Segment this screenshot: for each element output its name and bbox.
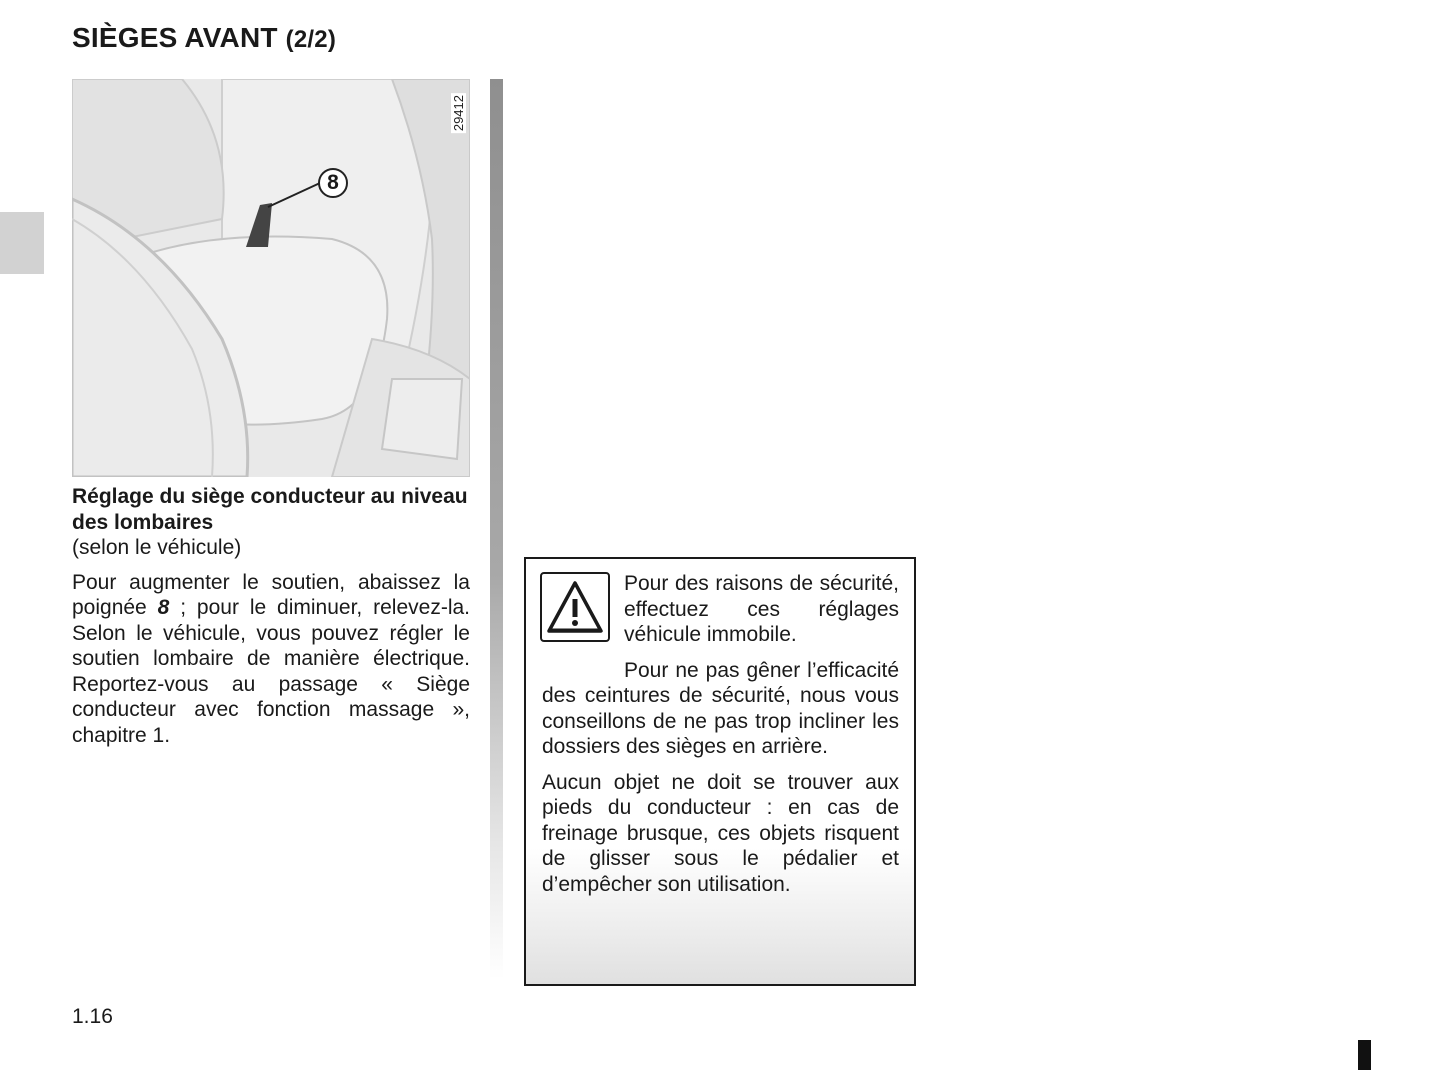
section-body-after: ; pour le diminuer, relevez-la. Selon le véhicule, vous pouvez régler le soutien lombaire de manière électrique. Reportez-vous au passage « Siège conducteur avec fonction massage », chapitre 1. <box>72 596 470 747</box>
column-divider <box>490 79 503 979</box>
warning-triangle-icon <box>540 572 610 642</box>
section-heading: Réglage du siège conducteur au niveau des lombaires <box>72 485 468 534</box>
page-title-part: (2/2) <box>285 26 337 53</box>
handle-reference: 8 <box>157 596 170 619</box>
page-title-text: SIÈGES AVANT <box>72 22 278 53</box>
page-number: 1.16 <box>72 1005 113 1028</box>
page-edge-marker <box>1358 1040 1371 1070</box>
section-note: (selon le véhicule) <box>72 536 242 559</box>
figure-reference-code: 29412 <box>451 95 466 132</box>
lumbar-section <box>72 484 470 748</box>
chapter-tab <box>0 212 44 274</box>
warning-paragraph-3: Aucun objet ne doit se trouver aux pieds du conducteur : en cas de freinage brusque, ces objets risquent de glisser sous le pédalier et d’empêcher son utilisation. <box>542 770 899 896</box>
callout-8: 8 <box>318 168 348 198</box>
section-body-before: Pour augmenter le soutien, abaissez la poignée <box>72 570 470 619</box>
section-body <box>72 570 470 749</box>
seat-drawing <box>72 79 470 477</box>
seat-lumbar-illustration <box>72 79 470 477</box>
page-title <box>72 22 336 54</box>
warning-paragraph-2: Pour ne pas gêner l’efficacité des ceintures de sécurité, nous vous conseillons de ne pas trop incliner les dossiers des sièges en arrière. <box>542 658 899 758</box>
warning-paragraph-1: Pour des raisons de sécurité, effectuez ces réglages véhicule immobile. <box>624 572 899 646</box>
safety-warning-box <box>524 557 916 986</box>
